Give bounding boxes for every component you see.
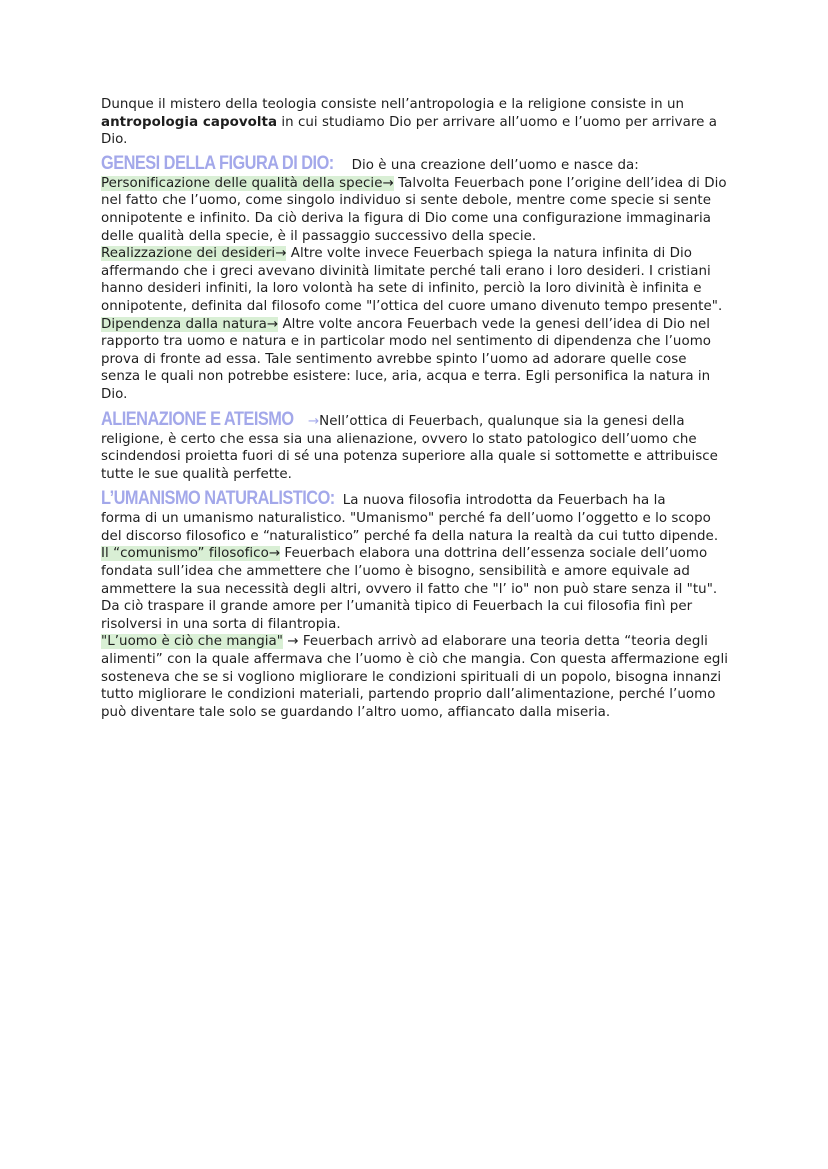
intro-text-b: in cui studiamo Dio per arrivare all’uomo e l’uomo per arrivare a Dio. (101, 114, 718, 148)
umanismo-heading: L’UMANISMO NATURALISTICO: (101, 488, 335, 510)
amore-paragraph: Da ciò traspare il grande amore per l’umanità tipico di Feuerbach la cui filosofia finì per risolversi in una sorta di filantropia. (101, 599, 693, 632)
comunismo-text: Feuerbach elabora una dottrina dell’essenza sociale dell’uomo fondata sull’idea che ammettere che l’uomo è bisogno, sensibilità e amore equivale ad ammettere la sua necessità degli altri, ovvero il fatto che "l’ io" non può stare senza il "tu". (101, 546, 718, 597)
alienazione-arrow: → (307, 413, 320, 429)
umanismo-heading-line (101, 488, 728, 510)
desideri-label: Realizzazione dei desideri→ (101, 246, 287, 262)
intro-paragraph (101, 96, 728, 149)
intro-text-a: Dunque il mistero della teologia consiste nell’antropologia e la religione consiste in un (101, 97, 685, 112)
mangia-label: "L’uomo è ciò che mangia" (101, 634, 283, 650)
document-page (101, 96, 728, 721)
mangia-text: → Feuerbach arrivò ad elaborare una teoria detta “teoria degli alimenti” con la quale affermava che l’uomo è ciò che mangia. Con questa affermazione egli sosteneva che se si vogliono migliorare le condizioni spirituali di un popolo, bisogna innanzi tutto migliorare le condizioni materiali, partendo proprio dall’alimentazione, perché l’uomo può diventare tale solo se guardando l’altro uomo, affiancato dalla miseria. (101, 634, 728, 720)
alienazione-paragraph: religione, è certo che essa sia una alienazione, ovvero lo stato patologico dell’uomo che scindendosi proietta fuori di sé una potenza superiore alla quale si sottomette e attribuisce tutte le sue qualità perfette. (101, 431, 718, 482)
genesi-heading-line (101, 153, 728, 175)
personificazione-text: Talvolta Feuerbach pone l’origine dell’idea di Dio nel fatto che l’uomo, come singolo individuo si sente debole, mentre come specie si sente onnipotente e infinito. Da ciò deriva la figura di Dio come una configurazione immaginaria delle qualità della specie, è il passaggio successivo della specie. (101, 175, 727, 244)
comunismo-paragraph (101, 545, 728, 598)
natura-text: Altre volte ancora Feuerbach vede la genesi dell’idea di Dio nel rapporto tra uomo e natura e in particolar modo nel sentimento di dipendenza che l’uomo prova di fronte ad essa. Tale sentimento avrebbe spinto l’uomo ad adorare quelle cose senza le quali non potrebbe esistere: luce, aria, acqua e terra. Egli personifica la natura in Dio. (101, 316, 712, 402)
genesi-lead: Dio è una creazione dell’uomo e nasce da: (351, 157, 639, 173)
desideri-text: Altre volte invece Feuerbach spiega la natura infinita di Dio affermando che i greci avevano divinità limitate perché tali erano i loro desideri. I cristiani hanno desideri infiniti, la loro volontà ha sete di infinito, perciò la loro divinità è infinita e onnipotente, definita dal filosofo come "l’ottica del cuore umano divenuto tempo presente". (101, 246, 723, 314)
umanismo-paragraph: forma di un umanismo naturalistico. "Umanismo" perché fa dell’uomo l’oggetto e lo scopo del discorso filosofico e “naturalistico” perché fa della natura la realtà da cui tutto dipende. (101, 511, 719, 544)
intro-bold-term: antropologia capovolta (101, 114, 278, 130)
natura-label: Dipendenza dalla natura→ (101, 316, 279, 332)
comunismo-label: Il “comunismo” filosofico→ (101, 546, 281, 562)
umanismo-lead: La nuova filosofia introdotta da Feuerbach ha la (342, 493, 666, 509)
genesi-item-personificazione (101, 175, 728, 245)
personificazione-label: Personificazione delle qualità della specie→ (101, 175, 394, 191)
alienazione-heading-line (101, 409, 728, 431)
mangia-paragraph (101, 633, 728, 721)
genesi-heading: GENESI DELLA FIGURA DI DIO: (101, 152, 334, 174)
genesi-item-desideri (101, 245, 728, 315)
genesi-item-natura (101, 316, 728, 404)
alienazione-lead: Nell’ottica di Feuerbach, qualunque sia la genesi della (319, 413, 685, 429)
alienazione-heading: ALIENAZIONE E ATEISMO (101, 408, 294, 430)
